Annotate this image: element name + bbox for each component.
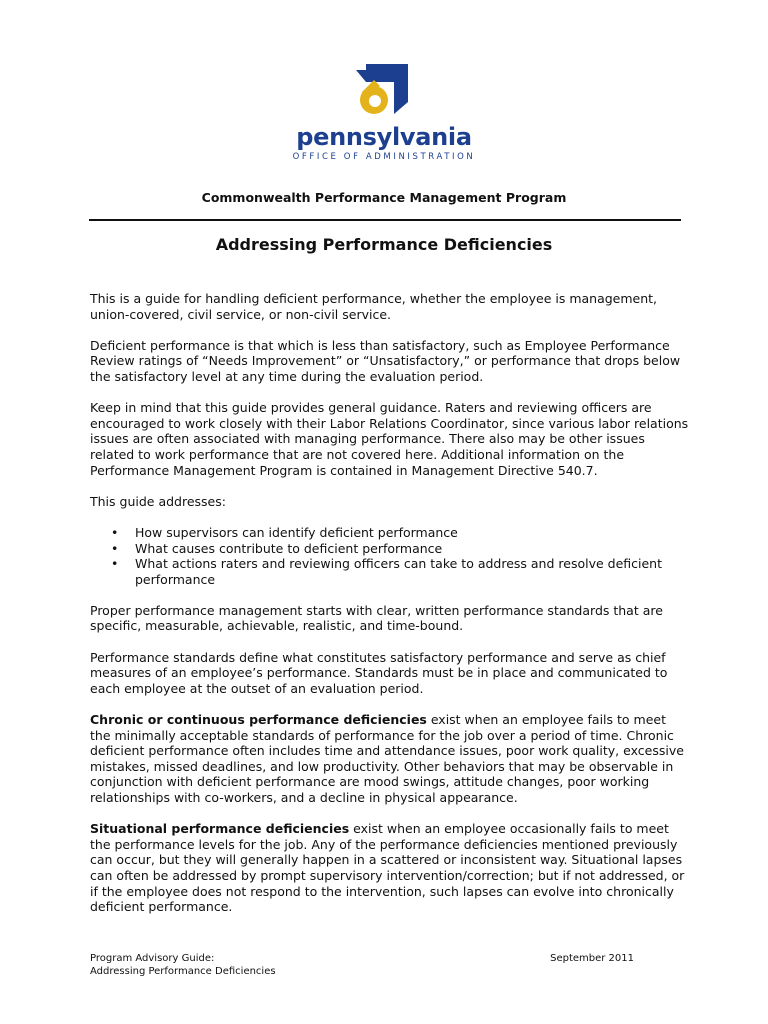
paragraph-guidance: Keep in mind that this guide provides general guidance. Raters and reviewing officers are encouraged to work closely with their Labor Relations Coordinator, since various labor relations issues are often associated with managing performance. There also may be other issues related to work performance that are not covered here. Additional information on the Performance Management Program is contained in Management Directive 540.7. [90, 400, 689, 478]
term-situational: Situational performance deficiencies [90, 821, 350, 837]
situational-text: exist when an employee occasionally fails to meet the performance levels for the job. Any of the performance deficiencies mentioned previously can occur, but they will generally happen in a scattered or inconsistent way. Situational lapses can often be addressed by prompt supervisory intervention/correction; but if not addressed, or if the employee does not respond to the intervention, such lapses can evolve into chronically deficient performance. [90, 821, 685, 915]
logo-wordmark: pennsylvania [296, 123, 472, 151]
logo [0, 62, 768, 162]
paragraph-standards: Proper performance management starts with clear, written performance standards that are specific, measurable, achievable, realistic, and time-bound. [90, 602, 663, 634]
paragraph-chronic [90, 712, 690, 806]
topics-list [90, 525, 690, 587]
bullet-icon: • [111, 524, 119, 540]
bullet-icon: • [111, 556, 119, 572]
list-item [111, 556, 690, 587]
paragraph-situational [90, 821, 690, 915]
footer-date: September 2011 [550, 953, 634, 964]
paragraph-definition: Deficient performance is that which is less than satisfactory, such as Employee Performance Review ratings of “Needs Improvement” or “Unsatisfactory,” or performance that drops below the satisfactory level at any time during the evaluation period. [90, 337, 681, 384]
list-item [111, 524, 690, 541]
paragraph-standards-definition: Performance standards define what constitutes satisfactory performance and serve as chief measures of an employee’s performance. Standards must be in place and communicated to each employee at the outset of an evaluation period. [90, 649, 668, 696]
list-item-text: How supervisors can identify deficient performance [135, 524, 458, 540]
list-item-text: What causes contribute to deficient performance [135, 540, 443, 556]
chronic-text: exist when an employee fails to meet the minimally acceptable standards of performance for the job over a period of time. Chronic deficient performance often includes time and attendance issues, poor work quality, excessive mistakes, missed deadlines, and low productivity. Other behaviors that may be observable in conjunction with deficient performance are mood swings, attitude changes, poor working relationships with co-workers, and a decline in physical appearance. [90, 712, 684, 805]
paragraph-addresses-intro: This guide addresses: [90, 493, 226, 509]
page-title: Addressing Performance Deficiencies [215, 235, 553, 254]
footer-guide-title: Addressing Performance Deficiencies [90, 966, 276, 977]
bullet-icon: • [111, 540, 119, 556]
program-name: Commonwealth Performance Management Program [201, 190, 567, 205]
footer-guide-label: Program Advisory Guide: [90, 953, 215, 964]
term-chronic: Chronic or continuous performance deficiencies [90, 712, 427, 728]
list-item-text: What actions raters and reviewing officers can take to address and resolve deficient performance [135, 556, 662, 587]
pennsylvania-keystone-icon [352, 62, 416, 120]
list-item [111, 540, 690, 557]
paragraph-intro: This is a guide for handling deficient performance, whether the employee is management, union-covered, civil service, or non-civil service. [90, 291, 658, 322]
page-footer [90, 952, 634, 978]
header-divider [89, 219, 681, 221]
document-body [90, 291, 690, 930]
logo-subtitle: OFFICE OF ADMINISTRATION [292, 152, 476, 162]
